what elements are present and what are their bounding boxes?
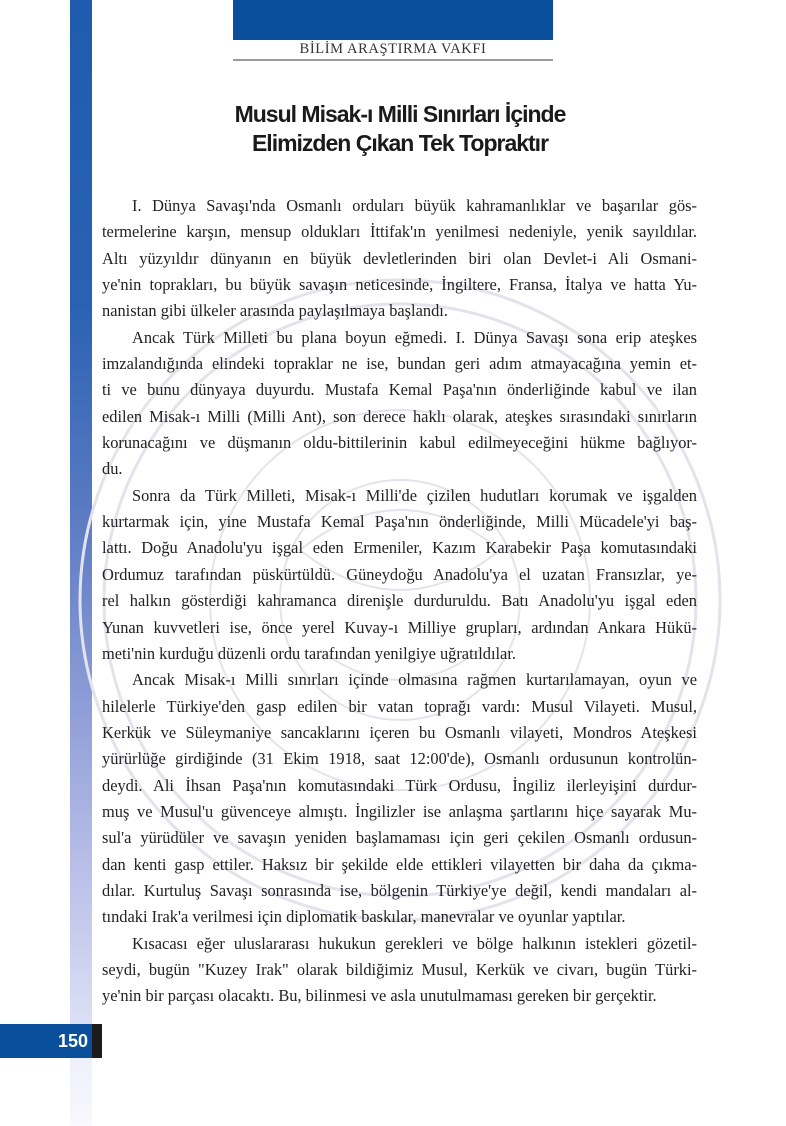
text-line: Kısacası eğer uluslararası hukukun gerekleri ve bölge halkının istekleri gözetil-	[132, 933, 697, 953]
text-line: dan kenti gasp ettiler. Haksız bir şekilde elde ettikleri vilayetten bir daha da çıkma-	[102, 854, 697, 874]
paragraph	[102, 325, 697, 483]
article-title	[100, 100, 700, 158]
paragraph	[102, 931, 697, 1010]
text-line: Ancak Misak-ı Milli sınırları içinde olmasına rağmen kurtarılamayan, oyun ve	[132, 670, 697, 690]
publisher-name: BİLİM ARAŞTIRMA VAKFI	[299, 41, 487, 57]
article-body	[102, 193, 697, 1010]
text-line: ye'nin bir parçası olacaktı. Bu, bilinmesi ve asla unutulmaması gereken bir gerçektir.	[102, 986, 657, 1006]
text-line: ti ve bunu dünyaya duyurdu. Mustafa Kemal Paşa'nın önderliğinde kabul ve ilan	[102, 380, 697, 400]
text-line: hilelerle Türkiye'den gasp edilen bir vatan toprağı vardı: Musul Vilayeti. Musul,	[102, 696, 697, 716]
text-line: muş ve Musul'u güvenceye almıştı. İngilizler ise anlaşma şartlarını hiçe sayarak Mu-	[102, 801, 697, 821]
text-line: dılar. Kurtuluş Savaşı sonrasında ise, bölgenin Türkiye'ye değil, kendi mandaları al-	[102, 880, 697, 900]
text-line: imzalandığında elindeki topraklar ne ise, bundan geri adım atmayacağına yemin et-	[102, 354, 697, 374]
text-line: tındaki Irak'a verilmesi için diplomatik baskılar, manevralar ve oyunlar yaptılar.	[102, 907, 626, 927]
page-number-tab-edge	[92, 1024, 102, 1058]
text-line: lattı. Doğu Anadolu'yu işgal eden Ermeniler, Kazım Karabekir Paşa komutasındaki	[102, 538, 697, 558]
header-color-band	[233, 0, 553, 40]
text-line: termelerine karşın, mensup oldukları İttifak'ın yenilmesi nedeniyle, yenik sayıldılar.	[102, 222, 697, 242]
page-number: 150	[57, 1031, 88, 1051]
text-line: Kerkük ve Süleymaniye sancaklarını içeren bu Osmanlı vilayeti, Mondros Ateşkesi	[102, 722, 697, 742]
title-line-2: Elimizden Çıkan Tek Topraktır	[251, 130, 549, 156]
left-margin-bar-tail	[70, 1058, 92, 1126]
text-line: sul'a yürüdüler ve savaşın yeniden başlamaması için geri çekilen Osmanlı ordusun-	[102, 828, 697, 848]
text-line: seydi, bugün "Kuzey Irak" olarak bildiğimiz Musul, Kerkük ve civarı, bugün Türki-	[102, 959, 697, 979]
text-line: kurtarmak için, yine Mustafa Kemal Paşa'nın önderliğinde, Milli Mücadele'yi baş-	[102, 512, 697, 532]
paragraph	[102, 193, 697, 325]
left-margin-bar	[70, 0, 92, 1024]
text-line: rel halkın gösterdiği kahramanca direnişle durduruldu. Batı Anadolu'yu işgal eden	[102, 591, 697, 611]
text-line: deydi. Ali İhsan Paşa'nın komutasındaki Türk Ordusu, İngiliz ilerleyişini durdur-	[102, 775, 697, 795]
text-line: Altı yüzyıldır dünyanın en büyük devletlerinden biri olan Devlet-i Ali Osmani-	[102, 248, 697, 268]
header-divider	[233, 59, 553, 61]
text-line: Ancak Türk Milleti bu plana boyun eğmedi. I. Dünya Savaşı sona erip ateşkes	[132, 327, 697, 347]
text-line: Ordumuz tarafından püskürtüldü. Güneydoğu Anadolu'ya el uzatan Fransızlar, ye-	[102, 564, 697, 584]
text-line: Yunan kuvvetleri ise, önce yerel Kuvay-ı Milliye grupları, ardından Ankara Hükü-	[102, 617, 697, 637]
title-line-1: Musul Misak-ı Milli Sınırları İçinde	[234, 101, 566, 127]
text-line: du.	[102, 459, 123, 479]
text-line: nanistan gibi ülkeler arasında paylaşılmaya başlandı.	[102, 301, 448, 321]
paragraph	[102, 667, 697, 930]
text-line: yürürlüğe girdiğinde (31 Ekim 1918, saat 12:00'de), Osmanlı ordusunun kontrolün-	[102, 749, 697, 769]
text-line: edilen Misak-ı Milli (Milli Ant), son derece haklı olarak, ateşkes sırasındaki sınırların	[102, 406, 697, 426]
text-line: korunacağını ve düşmanın oldu-bittilerinin kabul edilmeyeceğini hükme bağlıyor-	[102, 433, 697, 453]
text-line: I. Dünya Savaşı'nda Osmanlı orduları büyük kahramanlıklar ve başarılar gös-	[132, 196, 697, 215]
paragraph	[102, 483, 697, 667]
text-line: meti'nin kurduğu düzenli ordu tarafından yenilgiye uğratıldılar.	[102, 643, 516, 663]
text-line: Sonra da Türk Milleti, Misak-ı Milli'de çizilen hudutları korumak ve işgalden	[132, 485, 697, 505]
text-line: ye'nin toprakları, bu büyük savaşın neticesinde, İngiltere, Fransa, İtalya ve hatta Yu-	[102, 275, 697, 295]
